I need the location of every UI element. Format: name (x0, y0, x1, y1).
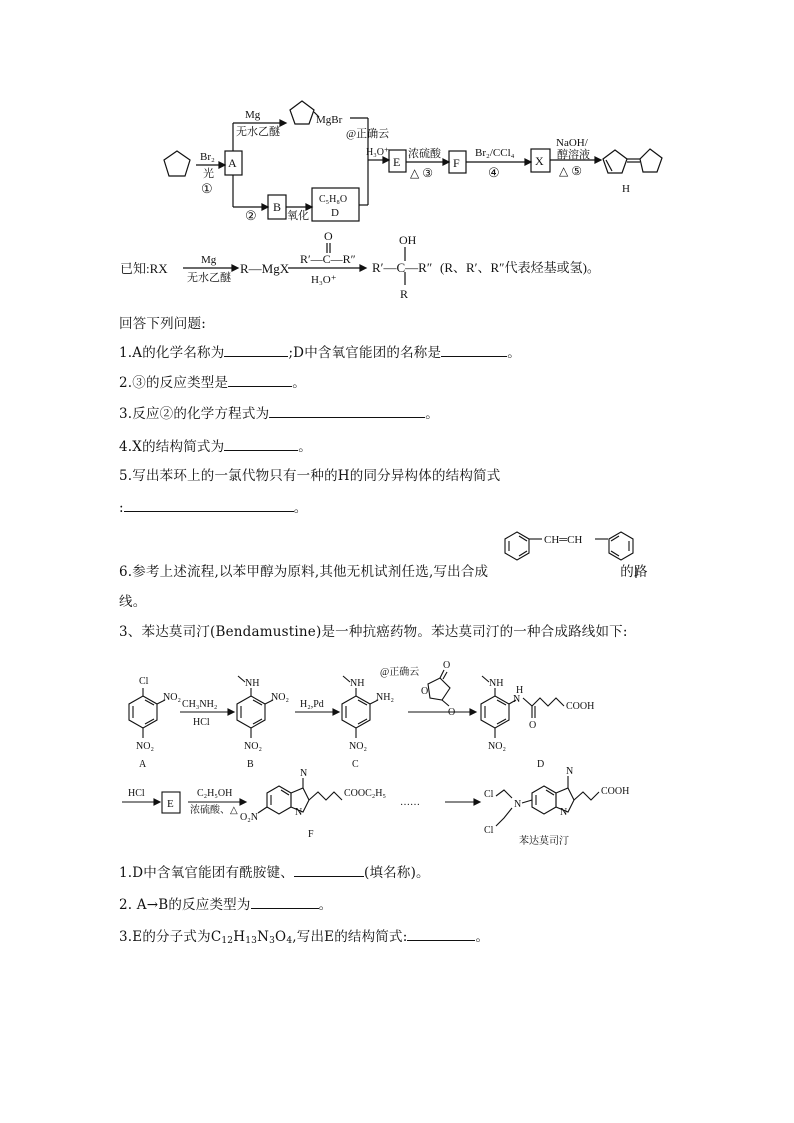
scheme1-diagram (0, 0, 794, 300)
known-note: (R、R′、R″代表烃基或氢)。 (440, 260, 600, 275)
h3o-label: H₃O⁺ (366, 147, 390, 158)
answer-blank[interactable] (407, 927, 475, 941)
question-6: 6.参考上述流程,以苯甲醇为原料,其他无机试剂任选,写出合成 的路 (119, 564, 648, 580)
box-d-formula: C₅H₈O (319, 194, 348, 205)
question3-1: 1.D中含氧官能团有酰胺键、 (填名称)。 (119, 865, 430, 881)
watermark-2: @正确云 (380, 667, 420, 678)
box-d-label: D (331, 207, 339, 219)
anhydride-o3: O (448, 707, 456, 718)
known-ketone-o: O (324, 229, 333, 243)
question3-2: 2. A→B的反应类型为 。 (119, 897, 333, 913)
a-cl: Cl (139, 676, 149, 687)
oxidation-label: 氧化 (287, 210, 309, 222)
label-b: B (247, 759, 254, 770)
answer-blank[interactable] (294, 863, 364, 877)
a-no2-para: NO₂ (136, 741, 154, 752)
box-a-label: A (228, 156, 237, 170)
c-nh: NH (350, 678, 365, 689)
known-ether: 无水乙醚 (187, 272, 231, 284)
final-n1: N (566, 766, 574, 777)
answer-blank[interactable] (124, 498, 294, 512)
c-no2: NO₂ (349, 741, 367, 752)
mgbr-label: MgBr (316, 114, 343, 126)
reagent-ab-bottom: HCl (193, 717, 210, 728)
f-o2n: O₂N (240, 812, 258, 823)
final-n2: N (560, 807, 568, 818)
final-cl2: Cl (484, 825, 494, 836)
box-e-label: E (393, 155, 401, 169)
known-r: R (400, 287, 409, 300)
d-no2: NO₂ (488, 741, 506, 752)
section3-title: 3、苯达莫司汀(Bendamustine)是一种抗癌药物。苯达莫司汀的一种合成路线如下: (119, 624, 628, 640)
alcohol-solution-label: 醇溶液 (557, 149, 590, 161)
conc-acid-label: 浓硫酸 (408, 148, 441, 160)
known-prefix: 已知:RX (120, 261, 168, 276)
ether-label: 无水乙醚 (236, 126, 280, 138)
question3-3: 3.E的分子式为$C_{12}H_{13}N_3O_4$,写出E的结构简式: 。 (119, 929, 490, 946)
known-ketone: R′—C—R″ (300, 252, 356, 266)
b-nh: NH (245, 678, 260, 689)
br2-label: Br₂ (200, 151, 215, 163)
known-h3o: H₃O⁺ (311, 274, 337, 286)
label-c: C (352, 759, 359, 770)
label-d: D (537, 759, 545, 770)
known-rmgx: R—MgX (240, 261, 290, 276)
cyclopentane-icon (164, 151, 190, 176)
stilbene-label: CH═CH (544, 534, 583, 546)
answer-blank[interactable] (228, 373, 292, 387)
step4-label: ④ (488, 165, 500, 180)
hcl-label: HCl (128, 788, 145, 799)
bicyclopentenyl-icon (603, 149, 662, 173)
reagent-ef-top: C₂H₅OH (197, 788, 233, 799)
question-2: 2.③的反应类型是 。 (119, 375, 306, 391)
d-h: H (516, 685, 524, 696)
reagent-ef-bottom: 浓硫酸、△ (190, 805, 238, 816)
mg-reagent-label: Mg (245, 109, 261, 121)
answer-blank[interactable] (224, 343, 288, 357)
box-f-label: F (453, 156, 460, 170)
b-no2: NO₂ (271, 692, 289, 703)
known-mg: Mg (201, 254, 217, 266)
br2ccl4-label: Br₂/CCl₄ (475, 147, 515, 159)
question-4: 4.X的结构简式为 。 (119, 439, 312, 455)
step2-label: ② (245, 208, 257, 223)
question-5-answer: : 。 (119, 500, 308, 516)
final-cl1: Cl (484, 789, 494, 800)
answer-blank[interactable] (224, 437, 298, 451)
question-3: 3.反应②的化学方程式为 。 (119, 406, 439, 422)
bendamustine-scheme (0, 650, 794, 860)
f-n1: N (300, 768, 308, 779)
c-nh2: NH₂ (376, 692, 394, 703)
step3-label: △ ③ (410, 166, 433, 180)
intro-line: 回答下列问题: (119, 316, 206, 332)
d-nh: NH (489, 678, 504, 689)
anhydride-o1: O (443, 660, 451, 671)
dots-label: …… (400, 797, 420, 808)
f-ester: COOC₂H₅ (344, 788, 386, 799)
answer-blank[interactable] (269, 404, 425, 418)
label-bendamustine: 苯达莫司汀 (519, 836, 569, 847)
watermark: @正确云 (346, 128, 390, 140)
question-5: 5.写出苯环上的一氯代物只有一种的H的同分异构体的结构简式 (119, 468, 501, 484)
light-label: 光 (203, 168, 214, 180)
box-e-2-label: E (167, 798, 174, 810)
product-h-label: H (622, 183, 630, 195)
final-cooh: COOH (601, 786, 630, 797)
d-o: O (529, 720, 537, 731)
box-x-label: X (535, 154, 544, 168)
b-no2-para: NO₂ (244, 741, 262, 752)
reagent-bc: H₂,Pd (300, 699, 324, 710)
known-oh: OH (399, 233, 417, 247)
step5-label: △ ⑤ (559, 164, 582, 178)
d-cooh: COOH (566, 701, 595, 712)
reagent-ab-top: CH₃NH₂ (182, 699, 218, 710)
d-n: N (513, 694, 521, 705)
question-1: 1.A的化学名称为 ;D中含氧官能团的名称是 。 (119, 345, 521, 361)
question-6-cont: 线。 (119, 594, 147, 610)
final-n3: N (514, 799, 522, 810)
known-alcohol: R′—C—R″ (372, 260, 433, 275)
f-n2: N (295, 807, 303, 818)
label-a: A (139, 759, 147, 770)
answer-blank[interactable] (251, 895, 319, 909)
box-b-label: B (273, 200, 282, 214)
cyclopentyl-mgbr-icon (290, 101, 314, 124)
step1-label: ① (201, 181, 213, 196)
answer-blank[interactable] (441, 343, 507, 357)
anhydride-o2: O (421, 686, 429, 697)
label-f: F (308, 829, 314, 840)
naoh-label: NaOH/ (556, 137, 588, 149)
a-no2: NO₂ (163, 692, 181, 703)
